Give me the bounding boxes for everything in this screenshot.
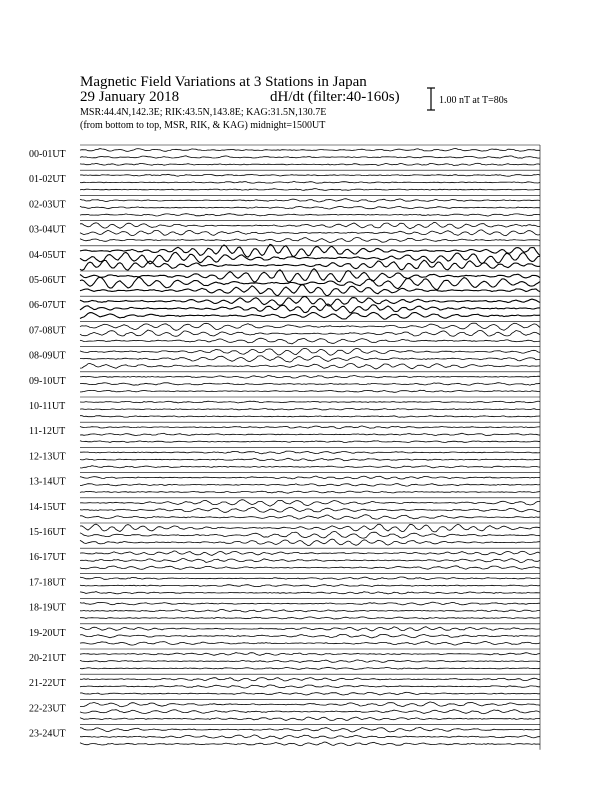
trace-14-15UT-kag xyxy=(80,500,540,507)
trace-23-24UT-rik xyxy=(80,735,540,739)
chart-date: 29 January 2018 xyxy=(80,89,180,105)
trace-01-02UT-kag xyxy=(80,174,540,176)
trace-19-20UT-rik xyxy=(80,634,540,638)
trace-20-21UT-rik xyxy=(80,660,540,663)
trace-rows xyxy=(29,145,540,750)
trace-05-06UT-msr xyxy=(80,285,540,296)
trace-02-03UT-rik xyxy=(80,206,540,209)
trace-18-19UT-kag xyxy=(80,602,540,605)
trace-16-17UT-msr xyxy=(80,566,540,570)
station-order-note: (from bottom to top, MSR, RIK, & KAG) midnight=1500UT xyxy=(80,120,326,131)
trace-23-24UT-msr xyxy=(80,742,540,746)
trace-00-01UT-msr xyxy=(80,163,540,165)
trace-14-15UT-msr xyxy=(80,515,540,520)
trace-09-10UT-kag xyxy=(80,376,540,379)
trace-02-03UT-msr xyxy=(80,214,540,216)
trace-09-10UT-rik xyxy=(80,383,540,386)
trace-17-18UT-msr xyxy=(80,592,540,594)
trace-20-21UT-kag xyxy=(80,653,540,656)
row-label-23-24UT: 23-24UT xyxy=(29,728,66,740)
scale-bar xyxy=(427,88,435,110)
trace-07-08UT-msr xyxy=(80,338,540,344)
chart-quantity: dH/dt (filter:40-160s) xyxy=(270,89,400,105)
trace-15-16UT-kag xyxy=(80,524,540,532)
trace-08-09UT-msr xyxy=(80,364,540,370)
trace-01-02UT-rik xyxy=(80,181,540,183)
trace-18-19UT-rik xyxy=(80,609,540,612)
trace-15-16UT-msr xyxy=(80,539,540,546)
trace-19-20UT-kag xyxy=(80,627,540,631)
row-label-01-02UT: 01-02UT xyxy=(29,174,66,186)
trace-04-05UT-msr xyxy=(80,260,540,270)
row-label-22-23UT: 22-23UT xyxy=(29,703,66,715)
row-label-17-18UT: 17-18UT xyxy=(29,577,66,589)
row-label-00-01UT: 00-01UT xyxy=(29,149,66,160)
scale-bar-label: 1.00 nT at T=80s xyxy=(439,95,508,106)
trace-00-01UT-rik xyxy=(80,156,540,158)
trace-10-11UT-rik xyxy=(80,409,540,411)
trace-03-04UT-msr xyxy=(80,238,540,243)
trace-03-04UT-rik xyxy=(80,230,540,236)
row-label-14-15UT: 14-15UT xyxy=(29,501,66,513)
trace-03-04UT-kag xyxy=(80,222,540,229)
row-label-19-20UT: 19-20UT xyxy=(29,627,66,639)
trace-16-17UT-kag xyxy=(80,551,540,556)
row-label-07-08UT: 07-08UT xyxy=(29,325,66,337)
trace-22-23UT-rik xyxy=(80,710,540,714)
trace-12-13UT-kag xyxy=(80,451,540,454)
trace-22-23UT-kag xyxy=(80,702,540,707)
trace-21-22UT-rik xyxy=(80,685,540,688)
trace-18-19UT-msr xyxy=(80,617,540,619)
trace-13-14UT-msr xyxy=(80,491,540,493)
trace-11-12UT-rik xyxy=(80,433,540,435)
trace-15-16UT-rik xyxy=(80,532,540,539)
trace-11-12UT-msr xyxy=(80,441,540,443)
row-label-08-09UT: 08-09UT xyxy=(29,350,66,362)
trace-02-03UT-kag xyxy=(80,199,540,202)
trace-10-11UT-kag xyxy=(80,401,540,403)
trace-12-13UT-rik xyxy=(80,458,540,461)
trace-05-06UT-rik xyxy=(80,277,540,289)
trace-13-14UT-kag xyxy=(80,476,540,479)
trace-17-18UT-rik xyxy=(80,585,540,587)
chart-title: Magnetic Field Variations at 3 Stations in Japan xyxy=(80,74,367,90)
trace-01-02UT-msr xyxy=(80,189,540,191)
row-label-21-22UT: 21-22UT xyxy=(29,678,66,690)
row-label-15-16UT: 15-16UT xyxy=(29,527,66,538)
row-label-12-13UT: 12-13UT xyxy=(29,451,66,463)
row-label-18-19UT: 18-19UT xyxy=(29,602,66,614)
trace-06-07UT-rik xyxy=(80,304,540,313)
trace-07-08UT-rik xyxy=(80,330,540,336)
trace-21-22UT-kag xyxy=(80,678,540,682)
trace-00-01UT-kag xyxy=(80,149,540,152)
trace-07-08UT-kag xyxy=(80,323,540,330)
trace-11-12UT-kag xyxy=(80,426,540,429)
trace-20-21UT-msr xyxy=(80,667,540,669)
row-label-13-14UT: 13-14UT xyxy=(29,476,66,488)
row-label-16-17UT: 16-17UT xyxy=(29,552,66,564)
trace-23-24UT-kag xyxy=(80,727,540,732)
trace-17-18UT-kag xyxy=(80,577,540,580)
trace-09-10UT-msr xyxy=(80,390,540,392)
row-label-02-03UT: 02-03UT xyxy=(29,199,66,211)
trace-19-20UT-msr xyxy=(80,641,540,645)
row-label-03-04UT: 03-04UT xyxy=(29,224,66,236)
trace-12-13UT-msr xyxy=(80,466,540,468)
row-label-04-05UT: 04-05UT xyxy=(29,249,66,261)
trace-06-07UT-msr xyxy=(80,312,540,319)
row-label-06-07UT: 06-07UT xyxy=(29,300,66,312)
row-label-09-10UT: 09-10UT xyxy=(29,375,66,387)
trace-22-23UT-msr xyxy=(80,717,540,720)
row-label-05-06UT: 05-06UT xyxy=(29,275,66,286)
trace-21-22UT-msr xyxy=(80,692,540,695)
row-label-10-11UT: 10-11UT xyxy=(29,401,66,412)
station-list: MSR:44.4N,142.3E; RIK:43.5N,143.8E; KAG:31.5N,130.7E xyxy=(80,107,327,118)
trace-16-17UT-rik xyxy=(80,559,540,563)
trace-08-09UT-rik xyxy=(80,356,540,362)
trace-14-15UT-rik xyxy=(80,507,540,512)
trace-13-14UT-rik xyxy=(80,484,540,487)
trace-05-06UT-kag xyxy=(80,269,540,282)
trace-10-11UT-msr xyxy=(80,416,540,418)
row-label-20-21UT: 20-21UT xyxy=(29,653,66,664)
trace-06-07UT-kag xyxy=(80,297,540,307)
row-label-11-12UT: 11-12UT xyxy=(29,426,66,438)
trace-08-09UT-kag xyxy=(80,348,540,355)
